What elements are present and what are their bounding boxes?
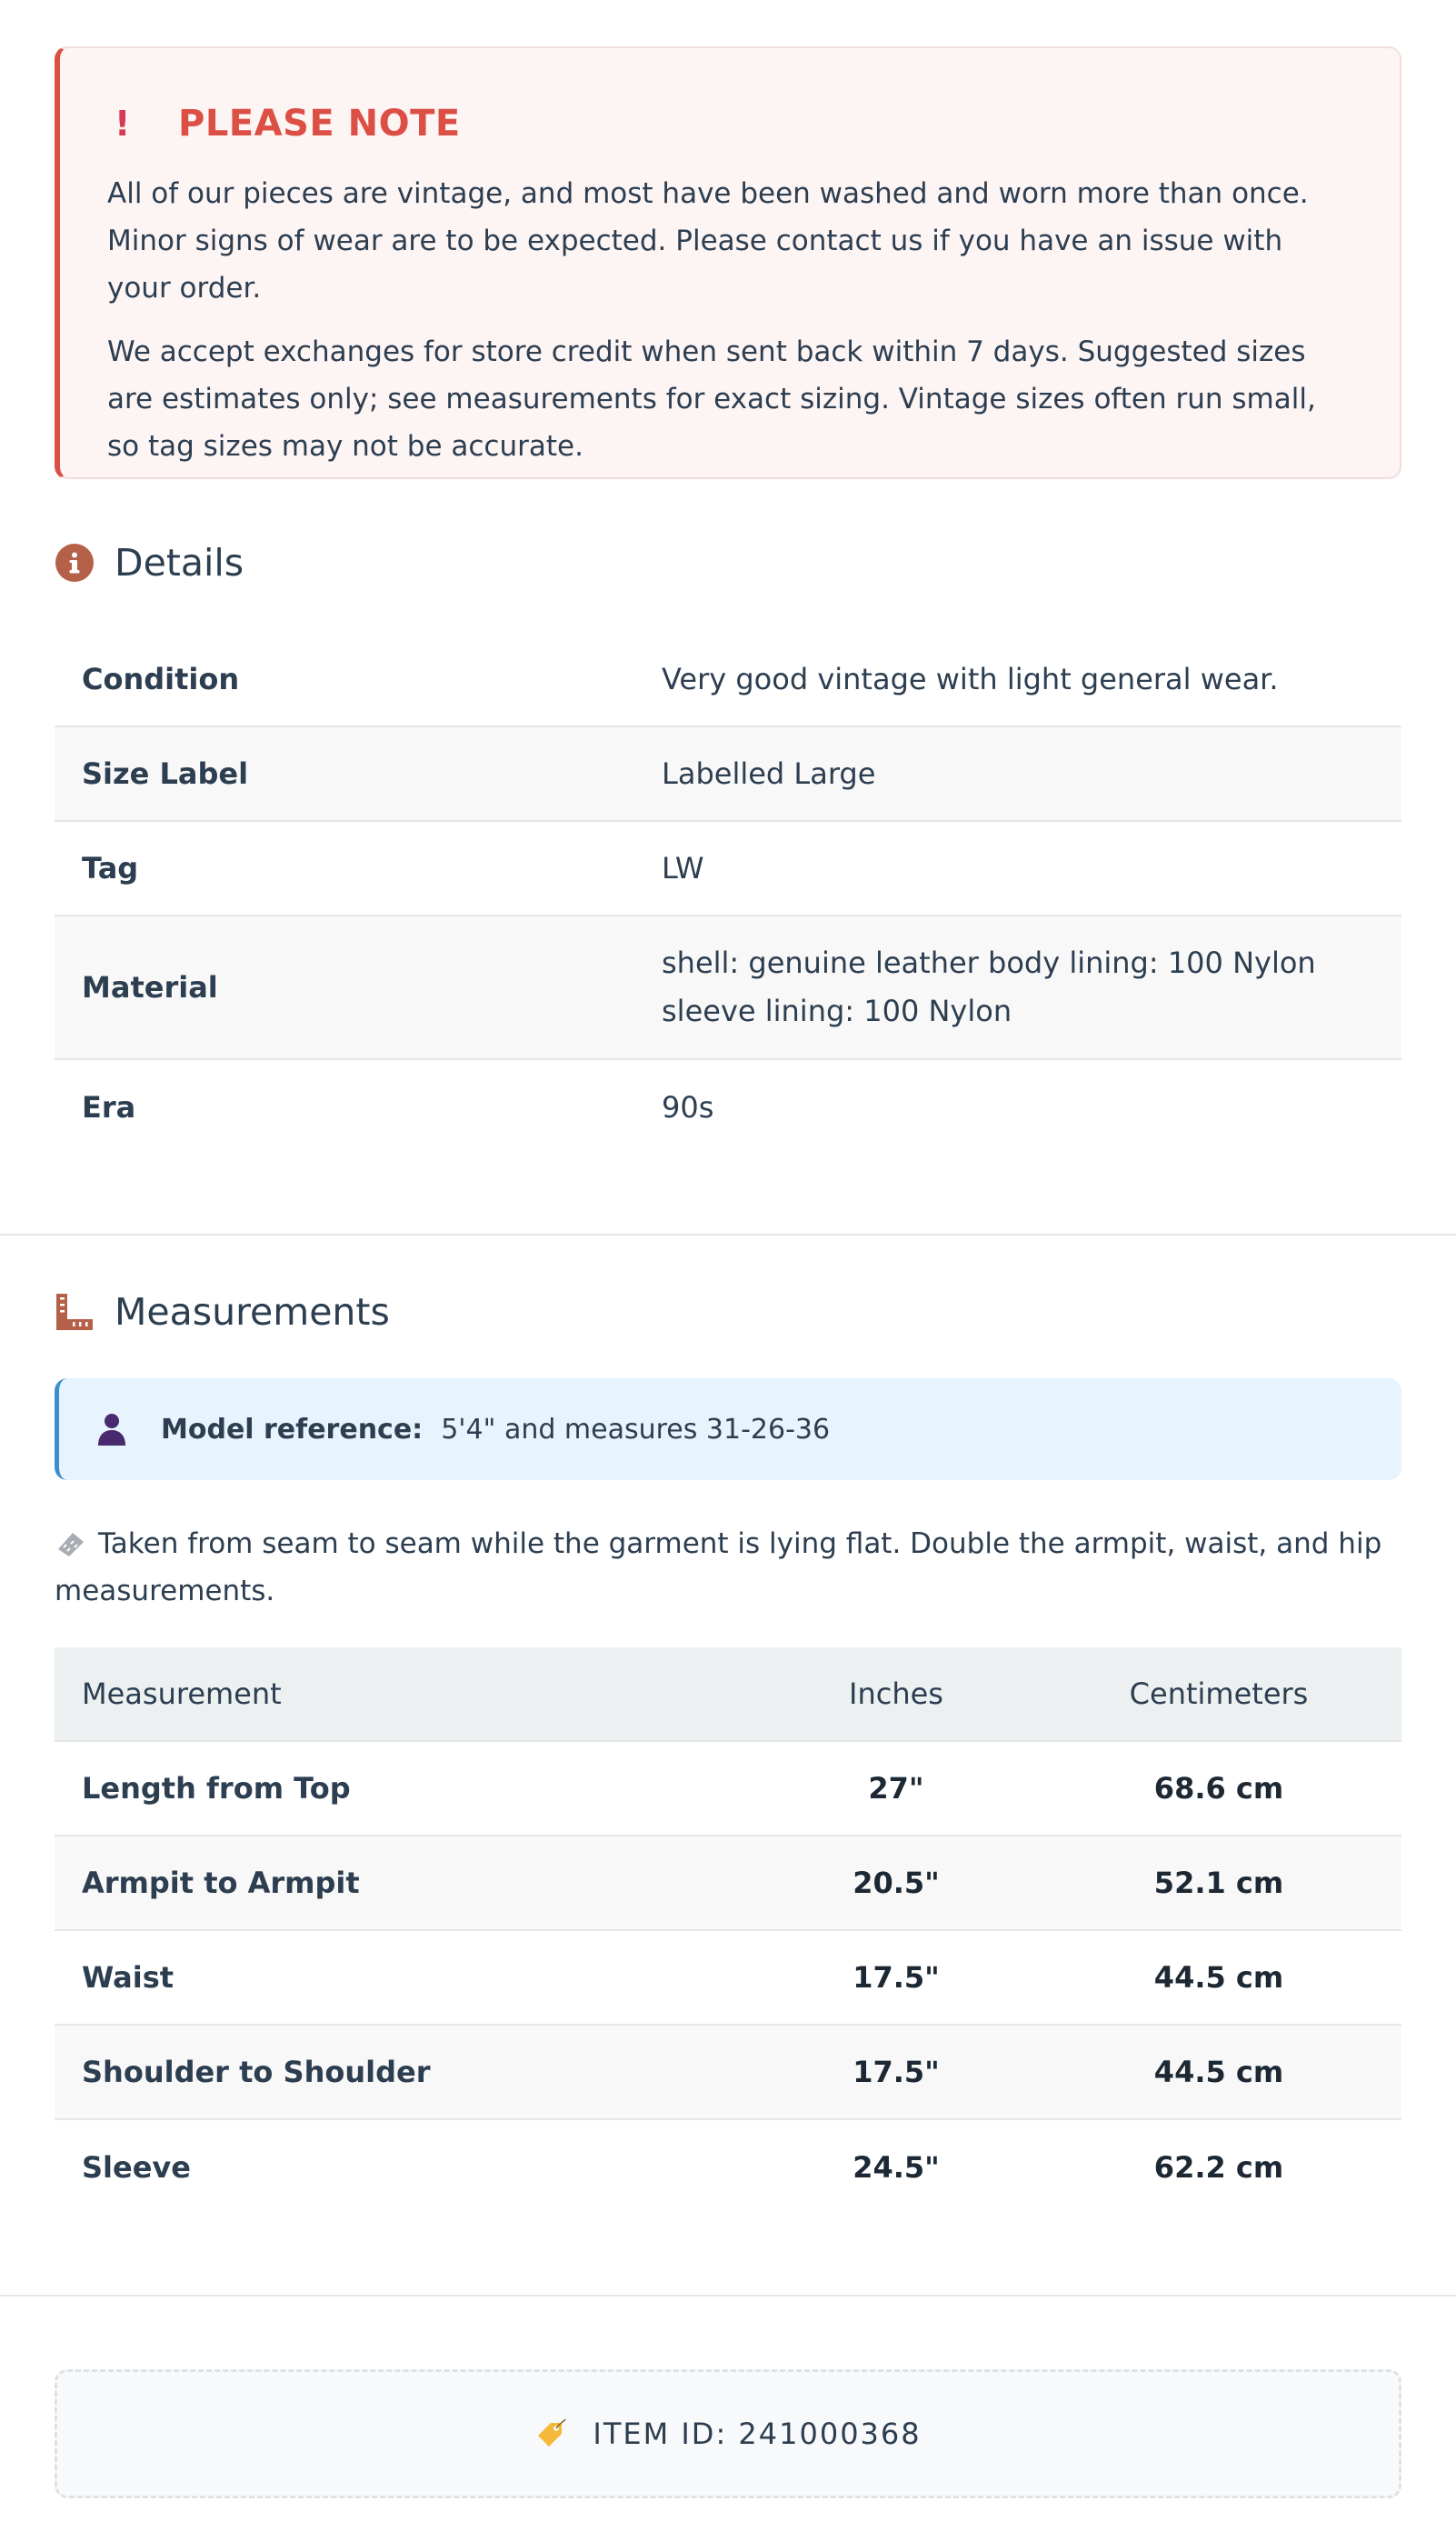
measurement-inches: 17.5"	[853, 1960, 940, 1995]
measurement-cm: 62.2 cm	[1153, 2150, 1284, 2185]
measurement-note	[55, 1520, 1401, 1615]
measurement-name: Sleeve	[82, 2150, 191, 2185]
details-label: Era	[82, 1090, 136, 1125]
table-row	[55, 2120, 1401, 2215]
details-table	[55, 633, 1401, 1155]
model-reference-box	[55, 1378, 1401, 1480]
notice-paragraph: We accept exchanges for store credit when sent back within 7 days. Suggested sizes are estimates only; see measurements for exact sizing. Vintage sizes often run small, so tag sizes may not be accurate.	[107, 335, 1316, 463]
details-label: Condition	[82, 662, 240, 696]
person-icon	[94, 1411, 130, 1447]
details-value: Labelled Large	[662, 756, 876, 791]
notice-paragraph: All of our pieces are vintage, and most have been washed and worn more than once. Minor signs of wear are to be expected. Please contact us if you have an issue with your order.	[107, 177, 1309, 305]
details-value: LW	[662, 850, 704, 886]
ruler-pencil-icon	[55, 1524, 87, 1551]
item-id-label: ITEM ID: 241000368	[593, 2417, 922, 2451]
measurements-table	[55, 1647, 1401, 2215]
model-reference-label: Model reference:	[161, 1413, 424, 1446]
measurements-heading	[55, 1285, 390, 1339]
details-row	[55, 633, 1401, 727]
details-row	[55, 822, 1401, 916]
details-label: Size Label	[82, 756, 249, 791]
details-label: Material	[82, 970, 218, 1005]
exclamation-icon: !	[115, 104, 131, 144]
column-header: Measurement	[82, 1676, 282, 1711]
table-row	[55, 1742, 1401, 1836]
notice-box	[55, 46, 1401, 479]
table-row	[55, 2026, 1401, 2120]
measurement-cm: 52.1 cm	[1153, 1866, 1284, 1900]
table-row	[55, 1836, 1401, 1931]
column-header: Inches	[849, 1676, 943, 1711]
measurement-name: Length from Top	[82, 1771, 351, 1806]
details-heading	[55, 535, 244, 590]
measurement-inches: 20.5"	[853, 1866, 940, 1900]
tag-icon	[534, 2417, 567, 2450]
section-divider	[0, 2295, 1456, 2297]
measurement-cm: 44.5 cm	[1153, 2055, 1284, 2089]
measurement-note-text: Taken from seam to seam while the garment is lying flat. Double the armpit, waist, and hip measurements.	[55, 1527, 1382, 1607]
notice-header	[107, 101, 1352, 146]
details-row	[55, 1060, 1401, 1155]
info-icon	[55, 543, 95, 583]
details-label: Tag	[82, 851, 139, 886]
details-value	[662, 939, 1401, 1036]
details-value: Very good vintage with light general wear.	[662, 661, 1279, 696]
notice-title: PLEASE NOTE	[178, 103, 461, 145]
ruler-icon	[55, 1292, 95, 1332]
model-reference-text: 5'4" and measures 31-26-36	[441, 1413, 831, 1446]
details-row	[55, 727, 1401, 822]
material-line: sleeve lining: 100 Nylon	[662, 994, 1012, 1028]
measurement-inches: 24.5"	[853, 2150, 940, 2185]
measurement-name: Armpit to Armpit	[82, 1866, 360, 1900]
table-header-row	[55, 1647, 1401, 1742]
table-row	[55, 1931, 1401, 2026]
details-value: 90s	[662, 1089, 714, 1125]
details-row	[55, 916, 1401, 1060]
material-line: shell: genuine leather body lining: 100 Nylon	[662, 946, 1316, 980]
measurement-cm: 68.6 cm	[1153, 1771, 1284, 1806]
item-id-box	[55, 2369, 1401, 2498]
measurements-title: Measurements	[115, 1290, 390, 1334]
measurement-cm: 44.5 cm	[1153, 1960, 1284, 1995]
measurement-name: Waist	[82, 1960, 175, 1995]
measurement-inches: 27"	[868, 1771, 924, 1806]
measurement-name: Shoulder to Shoulder	[82, 2055, 431, 2089]
details-title: Details	[115, 541, 244, 585]
column-header: Centimeters	[1129, 1676, 1309, 1711]
section-divider	[0, 1234, 1456, 1236]
measurement-inches: 17.5"	[853, 2055, 940, 2089]
